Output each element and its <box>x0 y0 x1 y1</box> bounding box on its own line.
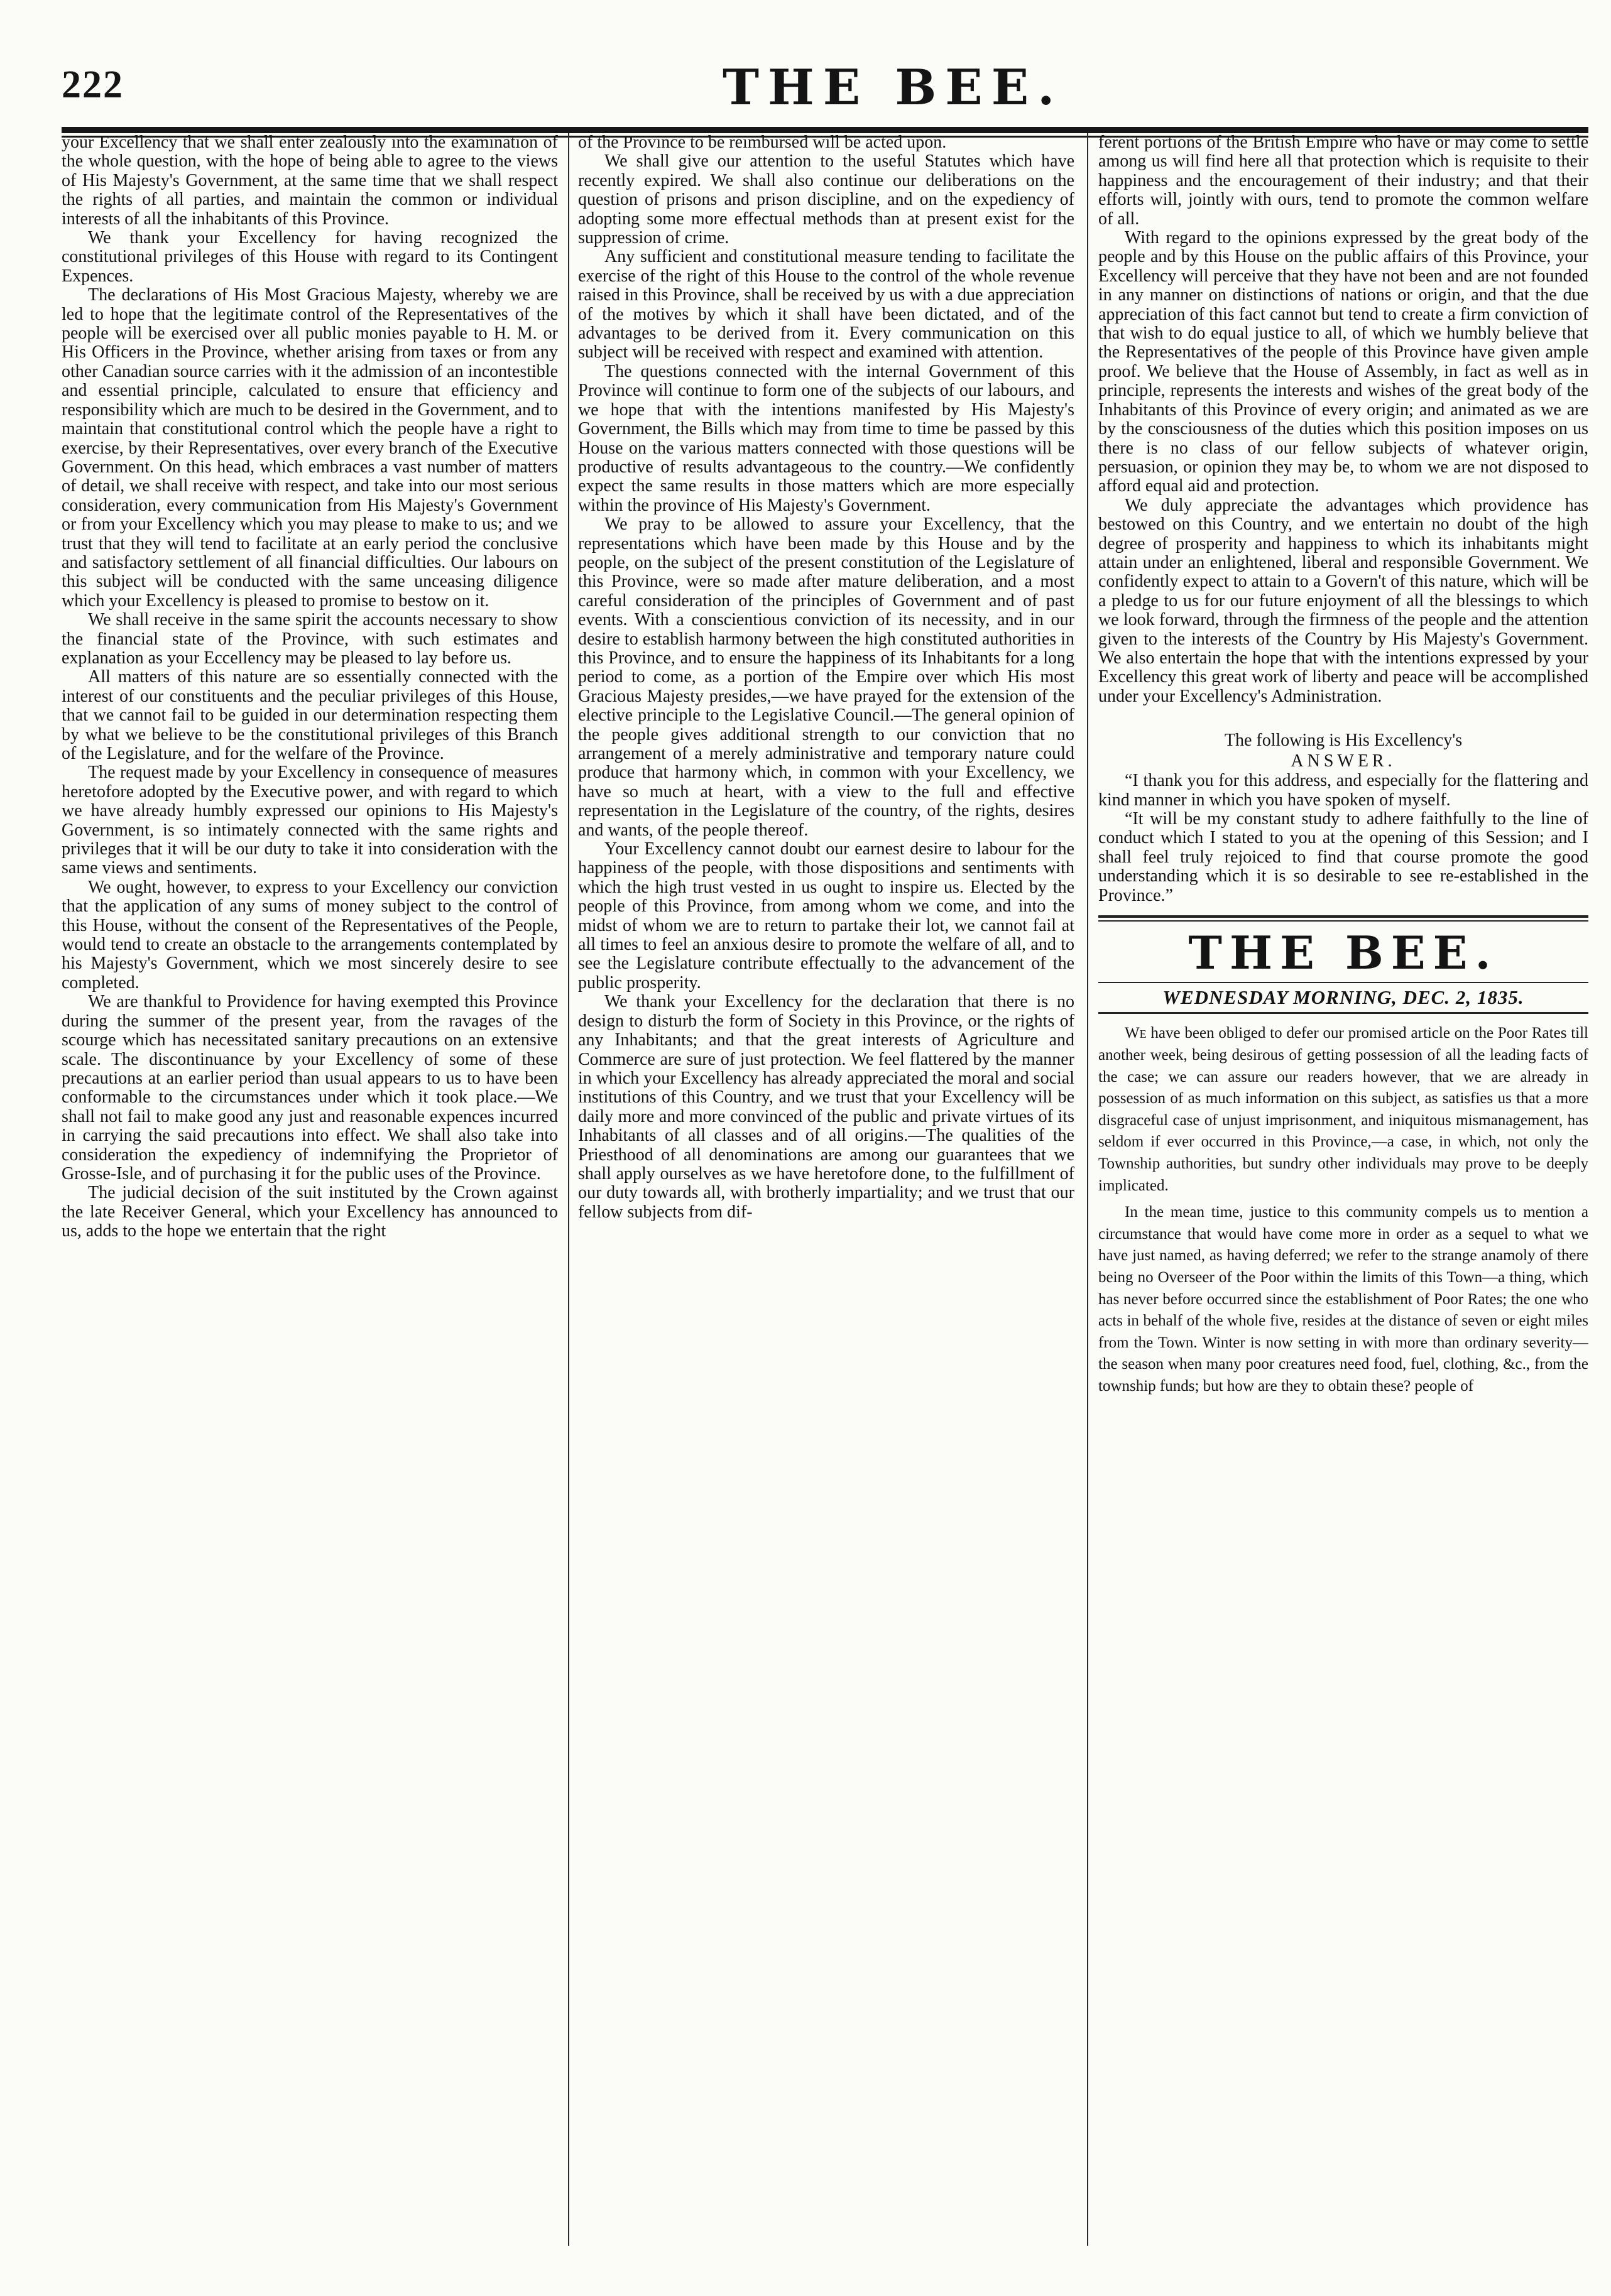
section-rule <box>1098 915 1588 922</box>
editorial-text: have been obliged to defer our promised article on the Poor Rates till another week, being desirous of getting possession of all the leading facts of the case; we can assure our readers however, that we are already in possession of as much information on this subject, as satisfies us that a more disgraceful case of unjust imprisonment, and iniquitous mismanagement, has seldom if ever occurred in this Province,—a case, in which, not only the Township authorities, but sundry other individuals may prove to be deeply implicated. <box>1098 1025 1588 1194</box>
answer-heading <box>1098 730 1588 771</box>
column-3 <box>1098 133 1588 2246</box>
dateline: WEDNESDAY MORNING, DEC. 2, 1835. <box>1098 982 1588 1014</box>
editorial <box>1098 1023 1588 1397</box>
editorial-paragraph: In the mean time, justice to this community compels us to mention a circumstance that would have come more in order as a sequel to what we have just named, as having deferred; we refer to the strange anamoly of there being no Overseer of the Poor within the limits of this Town—a thing, which has never before occurred since the establishment of Poor Rates; the one who acts in behalf of the whole five, resides at the distance of seven or eight miles from the Town. Winter is now setting in with more than ordinary severity—the season when many poor creatures need food, fuel, clothing, &c., from the township funds; but how are they to obtain these? people of <box>1098 1204 1588 1395</box>
answer-heading-line: The following is His Excellency's <box>1224 731 1463 751</box>
paragraph: ferent portions of the British Empire who have or may come to settle among us will find here all that protection which is requisite to their happiness and the encouragement of their industry; and that their efforts will, jointly with ours, tend to promote the common welfare of all. <box>1098 133 1588 229</box>
paragraph: Any sufficient and constitutional measure tending to facilitate the exercise of the right of this House to the control of the whole revenue raised in this Province, shall be received by us with a due appreciation of the motives by which it shall have been dictated, and of the advantages to be derived from it. Every communication on this subject will be received with respect and examined with attention. <box>578 247 1074 362</box>
page-number: 222 <box>62 63 124 106</box>
masthead <box>0 59 1611 126</box>
paragraph: We shall give our attention to the useful Statutes which have recently expired. We shall also continue our deliberations on the question of prisons and prison discipline, and on the expediency of adopting some more effectual methods than at present exist for the suppression of crime. <box>578 151 1074 248</box>
column-1 <box>62 133 558 2246</box>
running-title: THE BEE. <box>723 59 1064 116</box>
paragraph: We shall receive in the same spirit the accounts necessary to show the financial state of the Province, with such estimates and explanation as your Eccellency may be pleased to lay before us. <box>62 610 558 668</box>
paragraph: We ought, however, to express to your Excellency our conviction that the application of any sums of money subject to the control of this House, without the consent of the Representatives of the People, would tend to create an obstacle to the arrangements contemplated by his Majesty's Government, which we most sincerely desire to see completed. <box>62 877 558 993</box>
paragraph: The declarations of His Most Gracious Majesty, whereby we are led to hope that the legitimate control of the Representatives of the people will be exercised over all public monies payable to H. M. or His Officers in the Province, whether arising from taxes or from any other Canadian source carries with it the admission of an incontestible and essential principle, calculated to ensure that efficiency and responsibility which are much to be desired in the Government, and to maintain that constitutional control which the people have a right to exercise, by their Representatives, over every branch of the Executive Government. On this head, which embraces a vast number of matters of detail, we shall receive with respect, and take into our most serious consideration, every communication from His Majesty's Government or from your Excellency which you may please to make to us; and we trust that they will tend to facilitate at an early period the conclusive and satisfactory settlement of all financial difficulties. Our labours on this subject will be conducted with the same unceasing diligence which your Excellency is pleased to promise to bestow on it. <box>62 285 558 611</box>
paragraph: The questions connected with the internal Government of this Province will continue to form one of the subjects of our labours, and we hope that with the intentions manifested by His Majesty's Government, the Bills which may from time to time be passed by this House on the various matters connected with those questions will be productive of results advantageous to the country.—We confidently expect the same results in those matters which are more especially within the province of His Majesty's Government. <box>578 361 1074 515</box>
paragraph: Your Excellency cannot doubt our earnest desire to labour for the happiness of the people, with those dispositions and sentiments with which the high trust vested in us ought to inspire us. Elected by the people of this Province, from among whom we come, and into the midst of whom we are to return to partake their lot, we cannot fail at all times to feel an anxious desire to promote the welfare of all, and to see the Legislature contribute effectually to the advancement of the public prosperity. <box>578 839 1074 993</box>
editorial-title: THE BEE. <box>1188 926 1499 980</box>
paragraph: of the Province to be reimbursed will be acted upon. <box>578 133 947 152</box>
paragraph: We thank your Excellency for the declaration that there is no design to disturb the form of Society in this Province, or the rights of any Inhabitants; and that the great interests of Agriculture and Commerce are sure of just protection. We feel flattered by the manner in which your Excellency has already appreciated the moral and social institutions of this Country, and we trust that your Excellency will be daily more and more convinced of the public and private virtues of its Inhabitants of all classes and of all origins.—The qualities of the Priesthood of all denominations are among our guarantees that we shall apply ourselves as we have heretofore done, to the fulfillment of our duty towards all, with brotherly impartiality; and we trust that our fellow subjects from dif- <box>578 992 1074 1222</box>
paragraph: We thank your Excellency for having recognized the constitutional privileges of this House with regard to its Contingent Expences. <box>62 228 558 286</box>
editorial-paragraph <box>1098 1023 1588 1197</box>
paragraph: The request made by your Excellency in consequence of measures heretofore adopted by the Executive power, and with regard to which we have already humbly expressed our opinions to His Majesty's Government, is so intimately connected with the same rights and privileges that it will be our duty to take it into consideration with the same views and sentiments. <box>62 763 558 878</box>
column-divider <box>568 133 569 2246</box>
paragraph: We are thankful to Providence for having exempted this Province during the summer of the present year, from the ravages of the scourge which has necessitated sanitary precautions on an extensive scale. The discontinuance by your Excellency of some of these precautions at an earlier period than usual appears to us to have been conformable to the circumstances under which it took place.—We shall not fail to make good any just and reasonable expences incurred in carrying the said precautions into effect. We shall also take into consideration the expediency of indemnifying the Proprietor of Grosse-Isle, and of purchasing it for the public uses of the Province. <box>62 992 558 1183</box>
paragraph: With regard to the opinions expressed by the great body of the people and by this House on the public affairs of this Province, your Excellency will perceive that they have not been and are not founded in any manner on distinctions of nations or origin, and that the due appreciation of this fact cannot but tend to create a firm conviction of that wish to do equal justice to all, of which we humbly believe that the Representatives of the people of this Province have given ample proof. We believe that the House of Assembly, in fact as well as in principle, represents the interests and wishes of the great body of the Inhabitants of this Province of every origin; and animated as we are by the consciousness of the duties which this position imposes on us there is no class of our fellow subjects of whatever origin, persuasion, or opinion they may be, to whom we are not disposed to afford equal aid and protection. <box>1098 228 1588 496</box>
paragraph: All matters of this nature are so essentially connected with the interest of our constituents and the peculiar privileges of this House, that we cannot fail to be guided in our determination respecting them by what we believe to be the constitutional privileges of this Branch of the Legislature, and for the welfare of the Province. <box>62 667 558 763</box>
answer-paragraph: “I thank you for this address, and especially for the flattering and kind manner in which you have spoken of myself. <box>1098 771 1588 810</box>
paragraph: We pray to be allowed to assure your Excellency, that the representations which have been made by this House and by the people, on the subject of the present constitution of the Legislature of this Province, were so made after mature deliberation, and a most careful consideration of the principles of Government and of past events. With a conscientious conviction of its necessity, and in our desire to establish harmony between the high constituted authorities in this Province, and to ensure the happiness of its Inhabitants for a long period to come, as a portion of the Empire over which His most Gracious Majesty presides,—we have prayed for the extension of the elective principle to the Legislative Council.—The general opinion of the people gives additional strength to our conviction that no arrangement of a merely administrative and temporary nature could produce that harmony which, in common with your Excellency, we have so much at heart, with a view to the full and effective representation in the Legislature of the country, of the rights, desires and wants, of the people thereof. <box>578 514 1074 840</box>
column-2 <box>578 133 1074 2246</box>
paragraph: your Excellency that we shall enter zealously into the examination of the whole question, with the hope of being able to agree to the views of His Majesty's Government, at the same time that we shall respect the rights of all parties, and maintain the common or individual interests of all the inhabitants of this Province. <box>62 133 558 229</box>
answer-heading-word: ANSWER. <box>1291 751 1396 771</box>
masthead-rule <box>62 127 1588 133</box>
column-divider <box>1087 133 1088 2246</box>
answer-paragraph: “It will be my constant study to adhere faithfully to the line of conduct which I stated to you at the opening of this Session; and I shall feel truly rejoiced to find that course promote the good understanding which it is so desirable to see re-established in the Province.” <box>1098 809 1588 905</box>
paragraph: The judicial decision of the suit instituted by the Crown against the late Receiver General, which your Excellency has announced to us, adds to the hope we entertain that the right <box>62 1183 558 1241</box>
paragraph: We duly appreciate the advantages which providence has bestowed on this Country, and we entertain no doubt of the high degree of prosperity and happiness to which its inhabitants might attain under an enlightened, liberal and responsible Government. We confidently expect to attain to a Govern't of this nature, which will be a pledge to us for our future enjoyment of all the blessings to which we look forward, through the firmness of the people and the attention given to the interests of the Country by His Majesty's Government. We also entertain the hope that with the intentions expressed by your Excellency this great work of liberty and peace will be accomplished under your Excellency's Administration. <box>1098 495 1588 706</box>
editorial-lead: We <box>1125 1025 1147 1042</box>
